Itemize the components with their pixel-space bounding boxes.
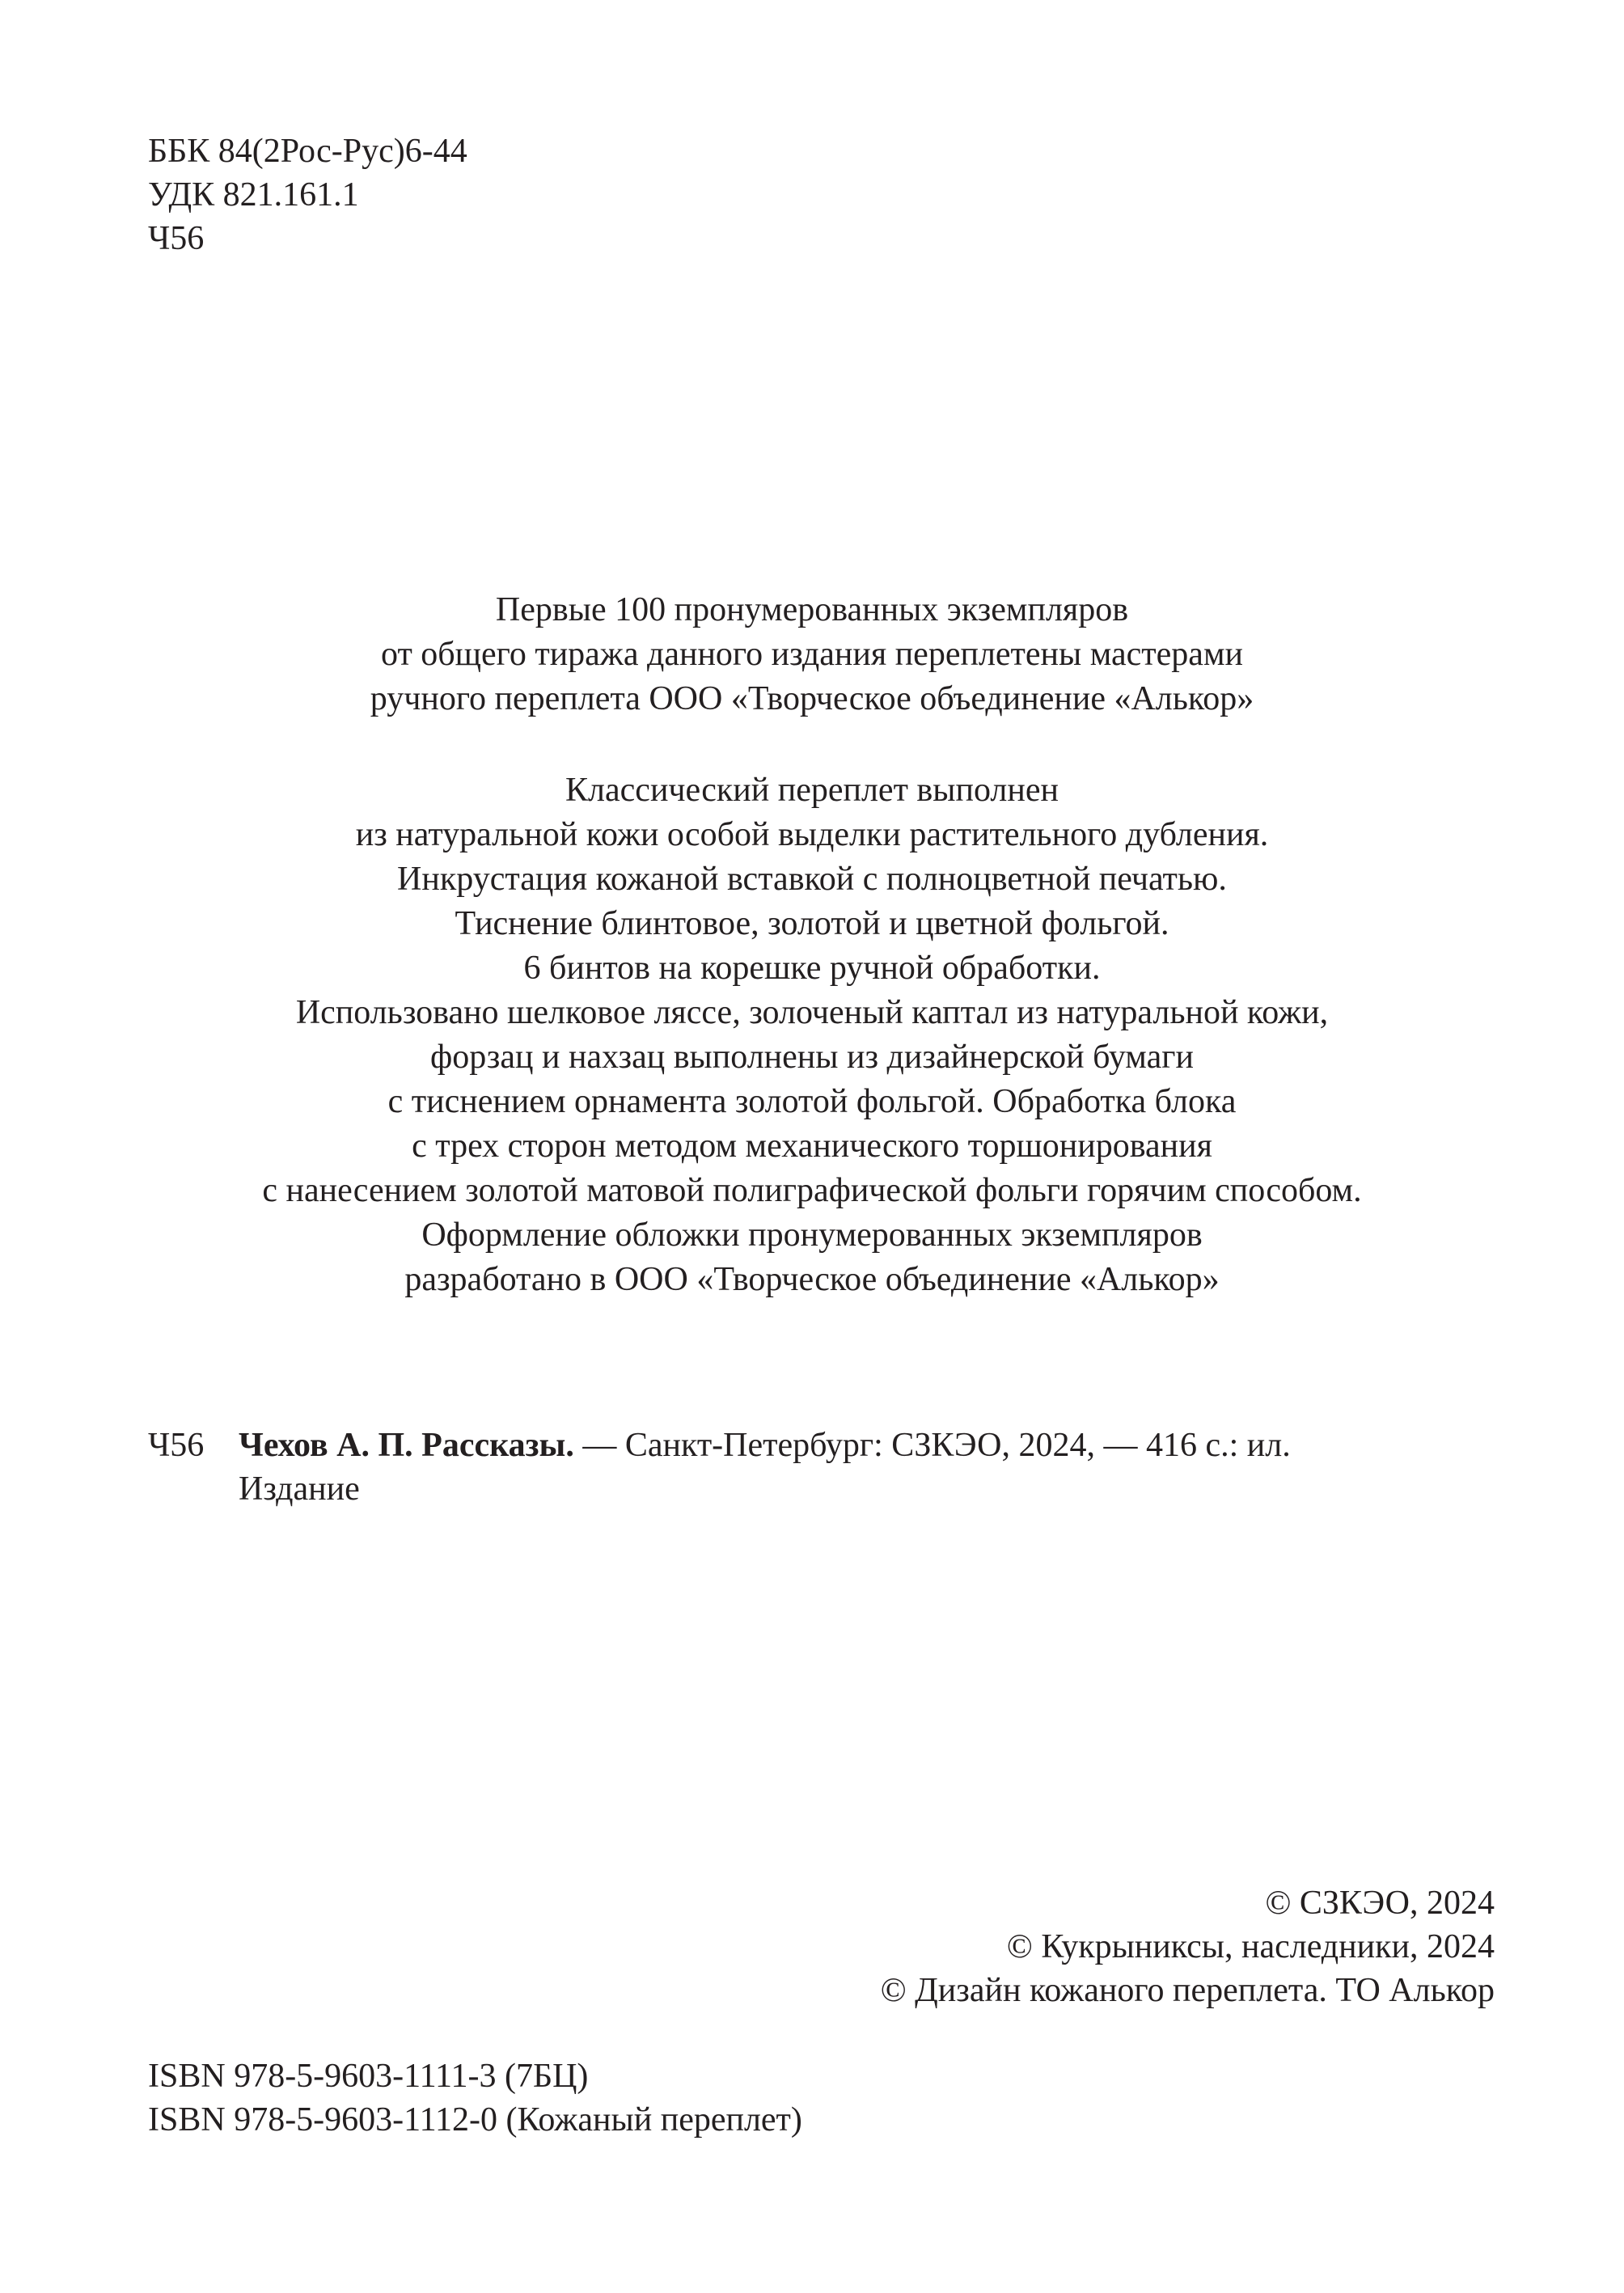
text-line: Первые 100 пронумерованных экземпляров (495, 591, 1129, 628)
text-line: ручного переплета ООО «Творческое объединение «Алькор» (370, 680, 1254, 717)
text-line: из натуральной кожи особой выделки растительного дубления. (355, 816, 1269, 853)
text-line: Оформление обложки пронумерованных экземпляров (421, 1216, 1203, 1254)
text-line: Инкрустация кожаной вставкой с полноцветной печатью. (397, 861, 1227, 898)
text-line: 6 бинтов на корешке ручной обработки. (523, 950, 1101, 987)
text-line: с трех сторон методом механического торшонирования (412, 1127, 1212, 1165)
edition-note-paragraph-1 (0, 588, 1624, 721)
text-line: с нанесением золотой матовой полиграфической фольги горячим способом. (262, 1172, 1362, 1209)
udk-code: УДК 821.161.1 (148, 176, 359, 214)
text-line: форзац и нахзац выполнены из дизайнерской бумаги (430, 1039, 1194, 1076)
edition-note-paragraph-2 (0, 768, 1624, 1302)
text-line: Использовано шелковое ляссе, золоченый каптал из натуральной кожи, (295, 994, 1329, 1031)
copyright-line: © СЗКЭО, 2024 (1265, 1885, 1495, 1922)
publication-info: — Санкт-Петербург: СЗКЭО, 2024, — 416 с.: ил. (573, 1427, 1291, 1464)
author-mark: Ч56 (148, 220, 205, 257)
isbn-line: ISBN 978-5-9603-1111-3 (7БЦ) (148, 2058, 589, 2095)
bibliographic-line-2: Издание (239, 1470, 360, 1508)
classification-codes (148, 129, 467, 260)
copyright-notices (881, 1881, 1495, 2012)
copyright-line: © Дизайн кожаного переплета. ТО Алькор (880, 1972, 1495, 2009)
text-line: Классический переплет выполнен (565, 772, 1059, 809)
bibliographic-description (239, 1424, 1291, 1511)
text-line: разработано в ООО «Творческое объединение «Алькор» (404, 1261, 1220, 1298)
text-line: от общего тиража данного издания переплетены мастерами (381, 636, 1243, 673)
text-line: с тиснением орнамента золотой фольгой. Обработка блока (387, 1083, 1237, 1120)
copyright-line: © Кукрыниксы, наследники, 2024 (1006, 1928, 1495, 1965)
bibliographic-line (239, 1424, 1291, 1467)
author-title: Чехов А. П. Рассказы. (239, 1427, 574, 1464)
bibliographic-entry (148, 1424, 1291, 1511)
bibliographic-code: Ч56 (148, 1427, 205, 1464)
isbn-list (148, 2054, 802, 2142)
isbn-line: ISBN 978-5-9603-1112-0 (Кожаный переплет) (148, 2101, 802, 2139)
text-line: Тиснение блинтовое, золотой и цветной фольгой. (455, 905, 1169, 942)
bbk-code: ББК 84(2Рос-Рус)6-44 (148, 133, 467, 170)
